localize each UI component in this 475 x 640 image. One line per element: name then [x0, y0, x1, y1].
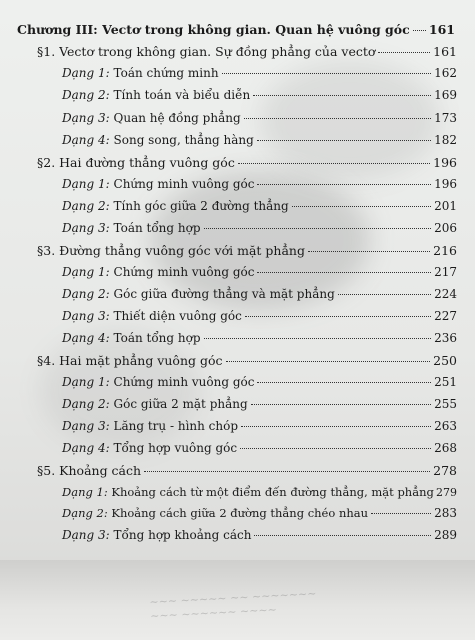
dot-leader: [238, 163, 430, 164]
toc-section-row: [37, 44, 457, 59]
toc-entry-text: Chứng minh vuông góc: [113, 265, 255, 279]
toc-entry-text: Thiết diện vuông góc: [113, 309, 242, 323]
toc-entry-title: [62, 485, 434, 499]
toc-entry-label: Dạng 2:: [62, 397, 110, 411]
dot-leader: [308, 251, 430, 252]
dot-leader: [292, 206, 431, 207]
toc-entry-text: Toán tổng hợp: [113, 221, 201, 235]
toc-subsection-row: [62, 375, 457, 389]
toc-entry-title: [62, 199, 289, 213]
toc-page-number: 173: [434, 111, 457, 125]
toc-entry-title: [62, 66, 219, 80]
toc-entry-label: Dạng 1:: [62, 375, 110, 389]
dot-leader: [244, 118, 431, 119]
toc-entry-text: Tổng hợp vuông góc: [113, 441, 238, 455]
toc-page-number: 279: [436, 486, 457, 499]
toc-entry-label: Dạng 2:: [62, 506, 108, 520]
toc-entry-label: Dạng 4:: [62, 133, 110, 147]
dot-leader: [241, 426, 431, 427]
dot-leader: [251, 404, 431, 405]
toc-entry-label: Dạng 4:: [62, 441, 110, 455]
dot-leader: [204, 338, 432, 339]
toc-entry-title: §4. Hai mặt phẳng vuông góc: [37, 353, 223, 368]
toc-entry-text: Quan hệ đồng phẳng: [113, 111, 241, 125]
toc-subsection-row: [62, 506, 457, 520]
toc-subsection-row: [62, 397, 457, 411]
dot-leader: [413, 30, 426, 31]
toc-entry-label: Dạng 2:: [62, 287, 110, 301]
toc-subsection-row: [62, 177, 457, 191]
toc-page-number: 224: [434, 287, 457, 301]
toc-entry-label: Dạng 3:: [62, 419, 110, 433]
toc-page-number: 162: [434, 66, 457, 80]
dot-leader: [226, 361, 431, 362]
toc-page-number: 217: [434, 265, 457, 279]
dot-leader: [257, 272, 431, 273]
toc-page-number: 196: [433, 155, 457, 170]
toc-page-number: 161: [433, 44, 457, 59]
toc-entry-title: [62, 331, 201, 345]
toc-entry-title: [62, 309, 242, 323]
toc-subsection-row: [62, 419, 457, 433]
toc-entry-text: Toán chứng minh: [113, 66, 219, 80]
toc-entry-title: [62, 88, 250, 102]
toc-entry-title: [62, 441, 237, 455]
toc-entry-title: Chương III: Vectơ trong không gian. Quan hệ vuông góc: [17, 22, 410, 37]
toc-page-number: 196: [434, 177, 457, 191]
toc-subsection-row: [62, 221, 457, 235]
dot-leader: [338, 294, 431, 295]
toc-entry-title: [62, 287, 335, 301]
toc-page-number: 289: [434, 528, 457, 542]
toc-entry-text: Chứng minh vuông góc: [113, 375, 255, 389]
toc-entry-title: [62, 375, 254, 389]
toc-entry-label: Dạng 3:: [62, 111, 110, 125]
toc-entry-text: Góc giữa 2 mặt phẳng: [113, 397, 248, 411]
toc-entry-title: §1. Vectơ trong không gian. Sự đồng phẳng của vectơ: [37, 44, 376, 59]
toc-entry-text: Toán tổng hợp: [113, 331, 201, 345]
toc-page-number: 216: [433, 243, 457, 258]
toc-entry-text: Song song, thẳng hàng: [113, 133, 254, 147]
toc-page-number: 278: [433, 463, 457, 478]
dot-leader: [371, 513, 431, 514]
toc-entry-title: [62, 265, 254, 279]
toc-page-number: 227: [434, 309, 457, 323]
toc-entry-label: Dạng 1:: [62, 265, 110, 279]
toc-page-number: 283: [434, 506, 457, 520]
dot-leader: [144, 471, 430, 472]
dot-leader: [222, 73, 432, 74]
toc-section-row: [37, 243, 457, 258]
toc-subsection-row: [62, 528, 457, 542]
toc-entry-title: [62, 133, 254, 147]
toc-subsection-row: [62, 441, 457, 455]
toc-page-number: 268: [434, 441, 457, 455]
toc-subsection-row: [62, 309, 457, 323]
toc-page-number: 182: [434, 133, 457, 147]
dot-leader: [204, 228, 432, 229]
toc-subsection-row: [62, 265, 457, 279]
toc-entry-label: Dạng 3:: [62, 309, 110, 323]
toc-entry-title: [62, 221, 201, 235]
toc-subsection-row: [62, 287, 457, 301]
dot-leader: [240, 448, 431, 449]
toc-page-number: 236: [434, 331, 457, 345]
toc-entry-title: [62, 177, 254, 191]
toc-entry-text: Tính toán và biểu diễn: [113, 88, 251, 102]
toc-entry-title: [62, 419, 238, 433]
toc-entry-title: §2. Hai đường thẳng vuông góc: [37, 155, 235, 170]
toc-entry-text: Tính góc giữa 2 đường thẳng: [113, 199, 289, 213]
toc-entry-label: Dạng 1:: [62, 485, 108, 499]
toc-section-row: [37, 155, 457, 170]
bleed-through-text: ~~~ ~~~~~ ~~ ~~~~~~~ ~~~ ~~~~~~ ~~~~: [149, 587, 317, 623]
dot-leader: [245, 316, 431, 317]
toc-entry-text: Lăng trụ - hình chóp: [113, 419, 239, 433]
toc-page-number: 251: [434, 375, 457, 389]
toc-entry-title: §3. Đường thẳng vuông góc với mặt phẳng: [37, 243, 305, 258]
toc-subsection-row: [62, 66, 457, 80]
toc-section-row: [37, 463, 457, 478]
toc-entry-label: Dạng 2:: [62, 88, 110, 102]
toc-entry-title: [62, 397, 248, 411]
toc-page-number: 161: [428, 22, 455, 37]
toc-entry-label: Dạng 2:: [62, 199, 110, 213]
toc-subsection-row: [62, 88, 457, 102]
toc-page-number: 250: [433, 353, 457, 368]
toc-chapter-row: [17, 22, 455, 37]
toc-entry-text: Tổng hợp khoảng cách: [113, 528, 252, 542]
toc-subsection-row: [62, 485, 457, 499]
toc-entry-label: Dạng 3:: [62, 528, 110, 542]
toc-subsection-row: [62, 331, 457, 345]
toc-entry-label: Dạng 3:: [62, 221, 110, 235]
toc-entry-text: Góc giữa đường thẳng và mặt phẳng: [113, 287, 335, 301]
toc-section-row: [37, 353, 457, 368]
toc-entry-text: Chứng minh vuông góc: [113, 177, 255, 191]
dot-leader: [257, 140, 431, 141]
toc-entry-title: [62, 506, 368, 520]
toc-page-number: 206: [434, 221, 457, 235]
toc-entry-text: Khoảng cách từ một điểm đến đường thẳng, mặt phẳng: [111, 485, 434, 499]
toc-entry-title: [62, 111, 241, 125]
dot-leader: [257, 382, 431, 383]
toc-page-number: 169: [434, 88, 457, 102]
toc-entry-label: Dạng 4:: [62, 331, 110, 345]
dot-leader: [254, 535, 431, 536]
toc-page-number: 201: [434, 199, 457, 213]
toc-entry-label: Dạng 1:: [62, 177, 110, 191]
toc-entry-title: [62, 528, 251, 542]
dot-leader: [257, 184, 431, 185]
dot-leader: [253, 95, 431, 96]
toc-subsection-row: [62, 199, 457, 213]
toc-page-number: 263: [434, 419, 457, 433]
dot-leader: [378, 52, 430, 53]
toc-entry-title: §5. Khoảng cách: [37, 463, 142, 478]
toc-subsection-row: [62, 111, 457, 125]
toc-entry-text: Khoảng cách giữa 2 đường thẳng chéo nhau: [111, 506, 369, 520]
toc-page-number: 255: [434, 397, 457, 411]
toc-entry-label: Dạng 1:: [62, 66, 110, 80]
toc-subsection-row: [62, 133, 457, 147]
